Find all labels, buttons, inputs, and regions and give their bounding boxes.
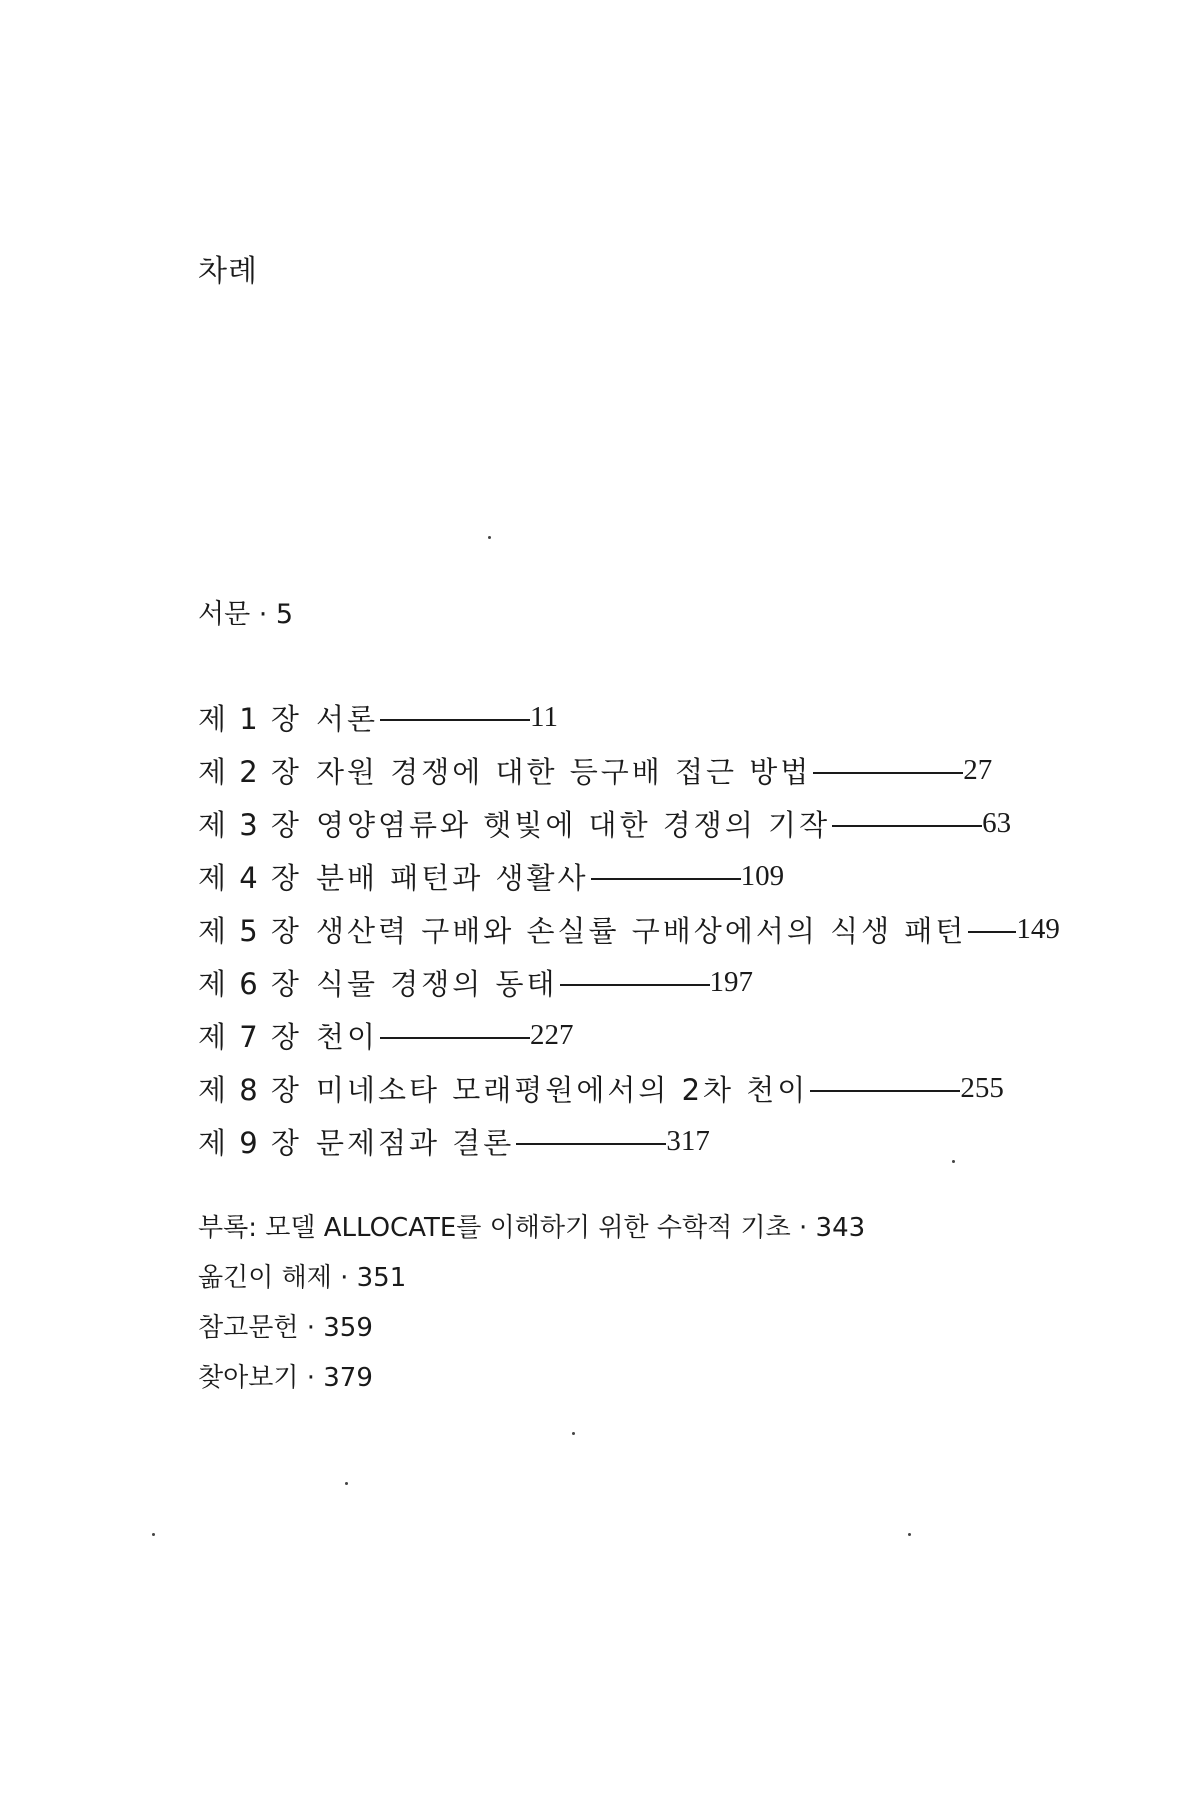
chapter-title: 문제점과 결론 bbox=[316, 1126, 515, 1160]
chapter-number: 제 4 장 bbox=[198, 861, 301, 895]
chapter-title: 자원 경쟁에 대한 등구배 접근 방법 bbox=[316, 755, 812, 789]
chapter-entry bbox=[198, 797, 1060, 850]
dot-leader bbox=[810, 1090, 960, 1092]
chapter-entry bbox=[198, 1115, 1060, 1168]
chapter-page-number: 227 bbox=[530, 1019, 574, 1051]
chapter-number: 제 5 장 bbox=[198, 914, 301, 948]
chapter-title: 생산력 구배와 손실률 구배상에서의 식생 패턴 bbox=[316, 914, 967, 948]
chapter-number: 제 6 장 bbox=[198, 967, 301, 1001]
scan-speck bbox=[488, 536, 491, 539]
chapter-entry bbox=[198, 903, 1060, 956]
back-matter-entry: 옮긴이 해제 · 351 bbox=[198, 1263, 407, 1293]
dot-leader bbox=[968, 931, 1016, 933]
chapter-entry bbox=[198, 691, 1060, 744]
chapter-page-number: 255 bbox=[960, 1072, 1004, 1104]
chapter-number: 제 2 장 bbox=[198, 755, 301, 789]
chapter-title: 영양염류와 햇빛에 대한 경쟁의 기작 bbox=[316, 808, 831, 842]
scan-speck bbox=[572, 1432, 575, 1435]
chapter-entry bbox=[198, 1009, 1060, 1062]
back-matter-list bbox=[198, 1203, 865, 1403]
chapter-page-number: 149 bbox=[1016, 913, 1060, 945]
chapter-title: 분배 패턴과 생활사 bbox=[316, 861, 589, 895]
dot-leader bbox=[591, 878, 741, 880]
chapter-title: 천이 bbox=[316, 1020, 379, 1054]
scan-speck bbox=[345, 1482, 348, 1485]
dot-leader bbox=[832, 825, 982, 827]
dot-leader bbox=[813, 772, 963, 774]
chapter-number: 제 1 장 bbox=[198, 702, 301, 736]
back-matter-entry: 부록: 모델 ALLOCATE를 이해하기 위한 수학적 기초 · 343 bbox=[198, 1213, 866, 1243]
chapter-number: 제 9 장 bbox=[198, 1126, 301, 1160]
scan-speck bbox=[952, 1160, 955, 1163]
chapter-entry bbox=[198, 744, 1060, 797]
scan-speck bbox=[908, 1533, 911, 1536]
chapter-entry bbox=[198, 956, 1060, 1009]
chapter-number: 제 8 장 bbox=[198, 1073, 301, 1107]
chapter-page-number: 27 bbox=[963, 754, 993, 786]
dot-leader bbox=[380, 1037, 530, 1039]
back-matter-entry: 참고문헌 · 359 bbox=[198, 1313, 373, 1343]
chapter-title: 서론 bbox=[316, 702, 379, 736]
chapter-page-number: 317 bbox=[666, 1125, 710, 1157]
chapter-entry bbox=[198, 1062, 1060, 1115]
preface-entry: 서문 · 5 bbox=[198, 599, 294, 630]
scan-speck bbox=[152, 1533, 155, 1536]
chapter-title: 미네소타 모래평원에서의 2차 천이 bbox=[316, 1073, 809, 1107]
dot-leader bbox=[560, 984, 710, 986]
chapter-page-number: 109 bbox=[740, 860, 785, 892]
chapter-list bbox=[198, 691, 1060, 1168]
chapter-number: 제 3 장 bbox=[198, 808, 301, 842]
chapter-page-number: 197 bbox=[709, 966, 754, 998]
chapter-entry bbox=[198, 850, 1060, 903]
dot-leader bbox=[516, 1143, 666, 1145]
chapter-title: 식물 경쟁의 동태 bbox=[316, 967, 558, 1001]
chapter-number: 제 7 장 bbox=[198, 1020, 301, 1054]
back-matter-entry: 찾아보기 · 379 bbox=[198, 1363, 373, 1393]
toc-heading: 차례 bbox=[198, 254, 258, 289]
chapter-page-number: 11 bbox=[530, 701, 558, 733]
chapter-page-number: 63 bbox=[982, 807, 1012, 839]
dot-leader bbox=[380, 719, 530, 721]
